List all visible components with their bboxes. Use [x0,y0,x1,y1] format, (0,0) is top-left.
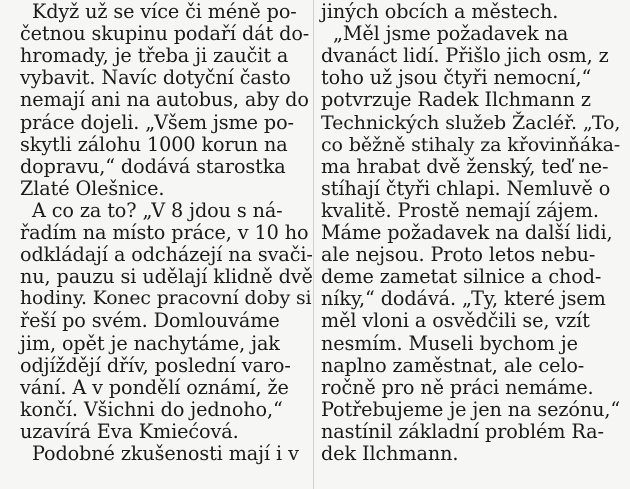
text-line: měl vloni a osvědčili se, vzít [321,309,590,333]
column-divider [313,0,314,489]
text-line: Zlaté Olešnice. [20,176,165,200]
text-line: ale nejsou. Proto letos nebu- [321,243,596,267]
text-line: jiných obcích a městech. [321,0,559,23]
text-line: skytli zálohu 1000 korun na [20,132,288,156]
text-line: nemají ani na autobus, aby do [20,88,309,112]
text-line: dek Ilchmann. [321,442,459,465]
text-line: co běžně stihaly za křovinňáka- [321,133,621,156]
text-line: uzavírá Eva Kmiećová. [20,419,239,443]
text-line: jim, opět je nachytáme, jak [20,331,280,355]
text-line: Technických služeb Žacléř. „To, [321,111,621,134]
text-line: dopravu,“ dodává starostka [20,154,286,178]
text-line: četnou skupinu podaří dát do- [20,22,310,46]
text-line: práce dojeli. „Všem jsme po- [20,110,294,134]
text-line: končí. Všichni do jednoho,“ [20,397,283,421]
text-line: vybavit. Navíc dotyční často [20,66,291,90]
text-line: potvrzuje Radek Ilchmann z [321,88,591,112]
text-line: nu, pauzu si udělají klidně dvě [20,265,313,289]
text-line: „Měl jsme požadavek na [333,22,569,46]
text-line: Potřebujeme je jen na sezónu,“ [321,397,621,421]
text-line: kvalitě. Prostě nemají zájem. [321,198,599,222]
text-line: deme zametat silnice a chod- [321,265,602,289]
text-line: nastínil základní problém Ra- [321,419,604,443]
text-line: ma hrabat dvě ženský, teď ne- [321,154,609,178]
text-line: Podobné zkušenosti mají i v [32,442,299,465]
text-line: řadím na místo práce, v 10 ho [20,221,309,244]
text-line: níky,“ dodává. „Ty, které jsem [321,287,606,311]
text-line: A co za to? „V 8 jdou s ná- [32,198,283,222]
text-line: Když už se více či méně po- [32,0,297,23]
text-line: nesmím. Museli bychom je [321,331,578,355]
text-line: vání. A v pondělí oznámí, že [20,375,289,399]
text-line: naplno zaměstnat, ale celo- [321,353,585,377]
text-line: ročně pro ně práci nemáme. [321,375,594,399]
text-line: hodiny. Konec pracovní doby si [20,288,312,310]
text-line: Máme požadavek na další lidi, [321,221,613,244]
text-line: hromady, je třeba ji zaučit a [20,44,289,68]
text-line: řeší po svém. Domlouváme [20,309,280,333]
text-line: dvanáct lidí. Přišlo jich osm, z [321,44,609,68]
text-line: odkládají a odcházejí na svači- [20,243,313,267]
text-line: toho už jsou čtyři nemocní,“ [321,66,592,90]
text-line: odjíždějí dřív, poslední varo- [20,353,291,377]
text-line: stíhají čtyři chlapi. Nemluvě o [321,176,611,200]
